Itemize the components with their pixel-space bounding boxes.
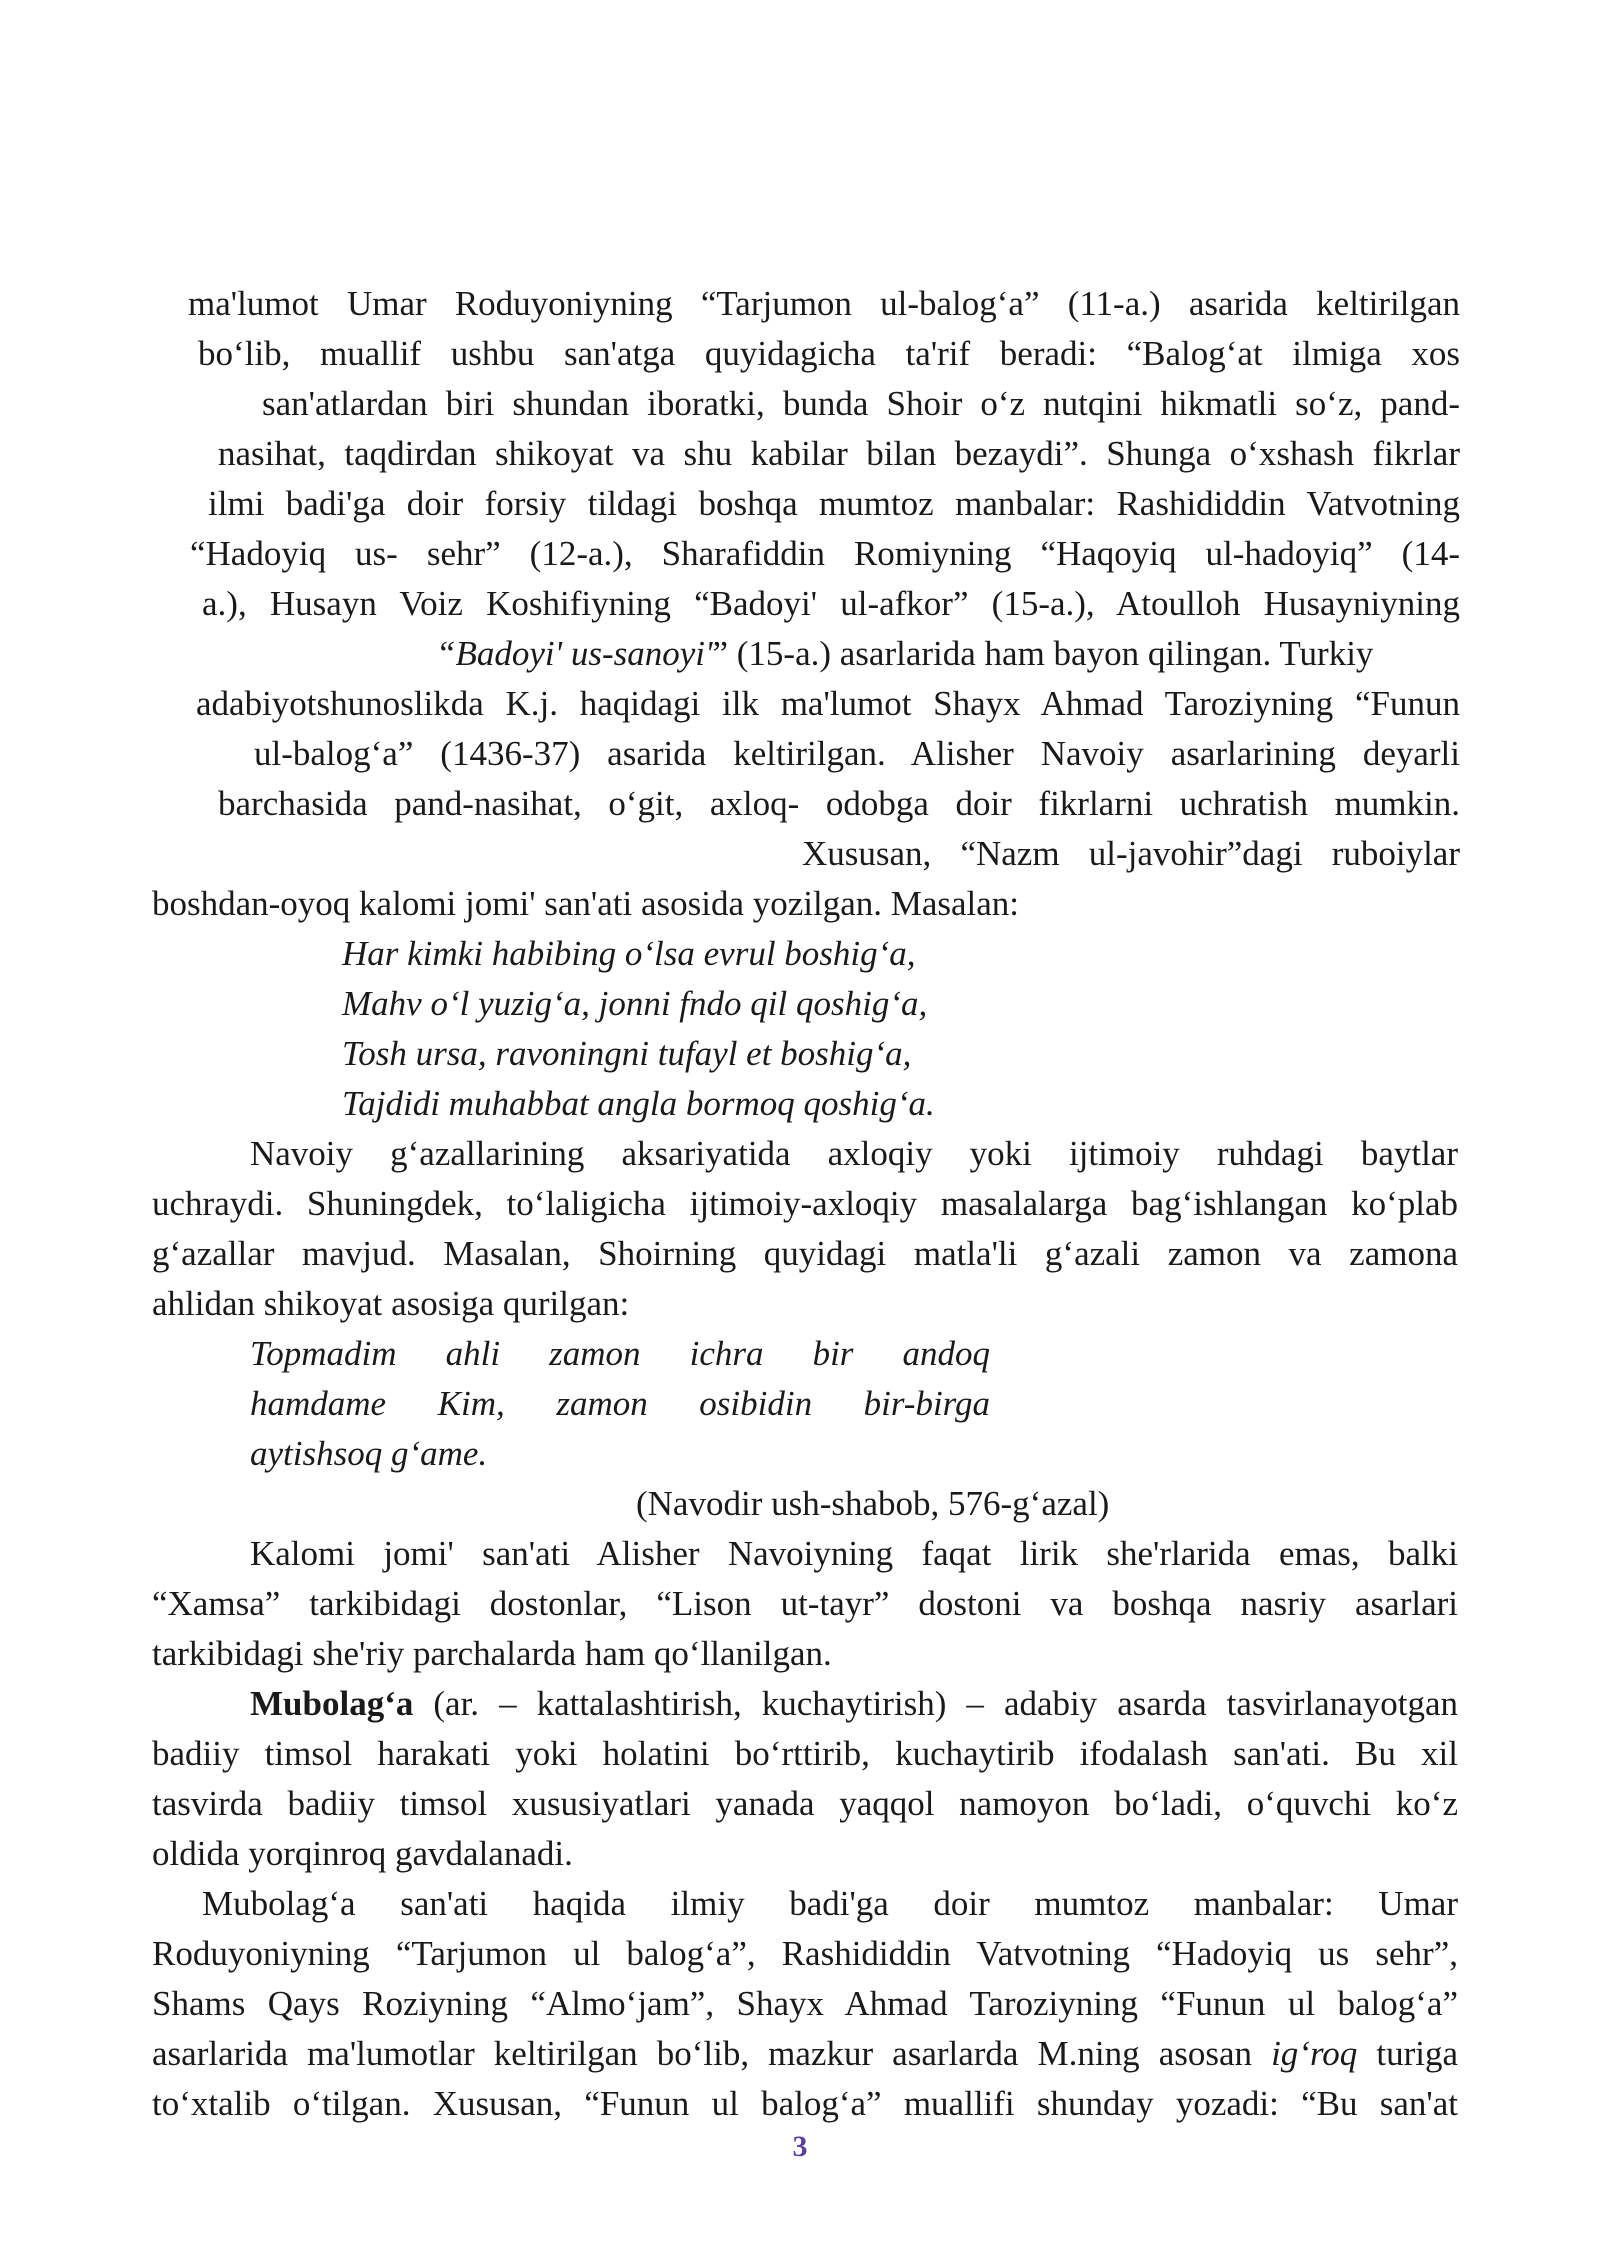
- text-fragment: asarlarida ma'lumotlar keltirilgan bo‘lib, mazkur asarlarda M.ning asosan: [152, 2034, 1272, 2073]
- text-line: [436, 629, 1373, 679]
- text-line: Navoiy g‘azallarining aksariyatida axloqiy yoki ijtimoiy ruhdagi baytlar: [250, 1134, 1458, 1173]
- text-line: uchraydi. Shuningdek, to‘laligicha ijtimoiy-axloqiy masalalarga bag‘ishlangan ko‘plab: [152, 1184, 1458, 1223]
- text-line: Roduyoniyning “Tarjumon ul balog‘a”, Rashididdin Vatvotning “Hadoyiq us sehr”,: [152, 1934, 1458, 1973]
- text-line: oldida yorqinroq gavdalanadi.: [152, 1834, 573, 1873]
- term-heading: Mubolag‘a: [250, 1684, 414, 1723]
- page-number: 3: [792, 2130, 808, 2163]
- text-line: ilmi badi'ga doir forsiy tildagi boshqa mumtoz manbalar: Rashididdin Vatvotning: [208, 484, 1460, 523]
- text-line: nasihat, taqdirdan shikoyat va shu kabilar bilan bezaydi”. Shunga o‘xshash fikrlar: [218, 434, 1460, 473]
- verse-line: aytishsoq g‘ame.: [250, 1434, 488, 1473]
- text-line: “Hadoyiq us- sehr” (12-a.), Sharafiddin Romiyning “Haqoyiq ul-hadoyiq” (14-: [190, 534, 1460, 573]
- text-line: tarkibidagi she'riy parchalarda ham qo‘llanilgan.: [152, 1634, 832, 1673]
- text-line: barchasida pand-nasihat, o‘git, axloq- odobga doir fikrlarni uchratish mumkin.: [218, 784, 1460, 823]
- text-line: g‘azallar mavjud. Masalan, Shoirning quyidagi matla'li g‘azali zamon va zamona: [152, 1234, 1458, 1273]
- verse-line: hamdame Kim, zamon osibidin bir-birga: [250, 1384, 990, 1423]
- verse-line: Har kimki habibing o‘lsa evrul boshig‘a,: [342, 934, 916, 973]
- text-line: [152, 2029, 1458, 2079]
- text-line: ul-balog‘a” (1436-37) asarida keltirilgan. Alisher Navoiy asarlarining deyarli: [254, 734, 1460, 773]
- text-line: tasvirda badiiy timsol xususiyatlari yanada yaqqol namoyon bo‘ladi, o‘quvchi ko‘z: [152, 1784, 1458, 1823]
- verse-line: Mahv o‘l yuzig‘a, jonni fndo qil qoshig‘a,: [342, 984, 928, 1023]
- text-line: ahlidan shikoyat asosiga qurilgan:: [152, 1284, 630, 1323]
- verse-line: Topmadim ahli zamon ichra bir andoq: [250, 1334, 990, 1373]
- work-title: “Badoyi' us-sanoyi': [436, 634, 713, 673]
- text-line: Xususan, “Nazm ul-javohir”dagi ruboiylar: [802, 834, 1460, 873]
- text-line: ma'lumot Umar Roduyoniyning “Tarjumon ul-balog‘a” (11-a.) asarida keltirilgan: [188, 284, 1460, 323]
- text-line: Mubolag‘a san'ati haqida ilmiy badi'ga doir mumtoz manbalar: Umar: [202, 1884, 1458, 1923]
- text-fragment: turiga: [1357, 2034, 1458, 2073]
- text-line: adabiyotshunoslikda K.j. haqidagi ilk ma'lumot Shayx Ahmad Taroziyning “Funun: [196, 684, 1460, 723]
- text-line: “Xamsa” tarkibidagi dostonlar, “Lison ut-tayr” dostoni va boshqa nasriy asarlari: [152, 1584, 1458, 1623]
- text-line: boshdan-oyoq kalomi jomi' san'ati asosida yozilgan. Masalan:: [152, 884, 1020, 923]
- term-italic: ig‘roq: [1271, 2034, 1358, 2073]
- text-line: Kalomi jomi' san'ati Alisher Navoiyning faqat lirik she'rlarida emas, balki: [250, 1534, 1458, 1573]
- text-line: bo‘lib, muallif ushbu san'atga quyidagicha ta'rif beradi: “Balog‘at ilmiga xos: [198, 334, 1460, 373]
- text-line: badiiy timsol harakati yoki holatini bo‘rttirib, kuchaytirib ifodalash san'ati. Bu xil: [152, 1734, 1458, 1773]
- verse-line: Tosh ursa, ravoningni tufayl et boshig‘a,: [342, 1034, 912, 1073]
- text-line: to‘xtalib o‘tilgan. Xususan, “Funun ul balog‘a” muallifi shunday yozadi: “Bu san'at: [152, 2084, 1458, 2123]
- verse-line: Tajdidi muhabbat angla bormoq qoshig‘a.: [342, 1084, 935, 1123]
- text-line: Shams Qays Roziyning “Almo‘jam”, Shayx Ahmad Taroziyning “Funun ul balog‘a”: [152, 1984, 1458, 2023]
- text-line: a.), Husayn Voiz Koshifiyning “Badoyi' ul-afkor” (15-a.), Atoulloh Husayniyning: [202, 584, 1460, 623]
- text-fragment: ” (15-a.) asarlarida ham bayon qilingan. Turkiy: [712, 634, 1374, 673]
- text-line: san'atlardan biri shundan iboratki, bunda Shoir o‘z nutqini hikmatli so‘z, pand-: [262, 384, 1460, 423]
- text-fragment: (ar. – kattalashtirish, kuchaytirish) – adabiy asarda tasvirlanayotgan: [413, 1684, 1458, 1723]
- citation: (Navodir ush-shabob, 576-g‘azal): [636, 1484, 1110, 1523]
- text-line: [250, 1679, 1458, 1729]
